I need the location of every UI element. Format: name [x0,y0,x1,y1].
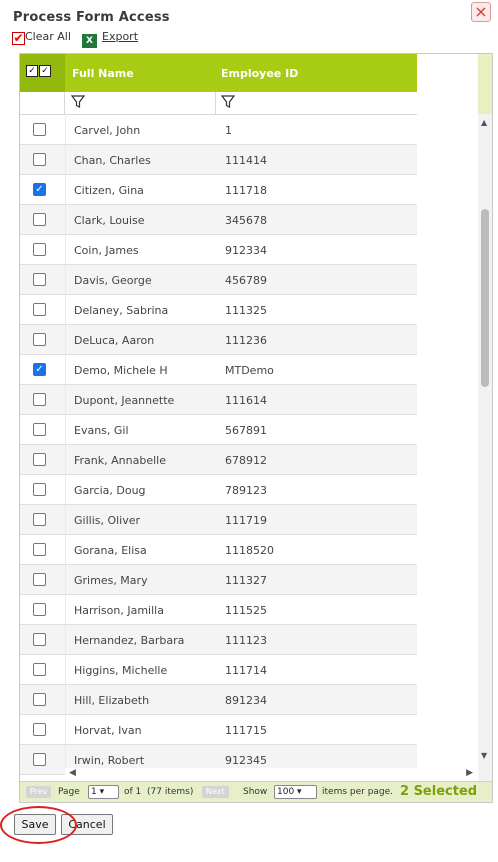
scrollbar-thumb[interactable] [481,209,489,387]
per-page-suffix: items per page. [322,787,394,797]
page-select[interactable]: 1 ▾ [88,785,119,799]
cell-employee-id: 111719 [225,514,267,527]
filter-row [20,92,417,115]
row-checkbox[interactable] [33,723,46,736]
page-label: Page [58,787,80,797]
highlight-ring [0,806,77,844]
cell-employee-id: MTDemo [225,364,274,377]
grid-body [20,115,417,781]
selected-count: 2 Selected [400,784,478,799]
cell-employee-id: 912345 [225,754,267,767]
table-row[interactable] [20,595,417,625]
row-checkbox[interactable] [33,663,46,676]
prev-page-button[interactable]: Prev [26,786,51,798]
cell-full-name: Dupont, Jeannette [74,394,175,407]
table-row[interactable] [20,565,417,595]
cell-employee-id: 567891 [225,424,267,437]
row-checkbox[interactable] [33,483,46,496]
table-row[interactable] [20,715,417,745]
per-page-value: 100 [277,787,295,797]
employee-grid [19,53,493,803]
row-checkbox[interactable] [33,333,46,346]
save-button[interactable]: Save [14,814,56,835]
cancel-button[interactable]: Cancel [61,814,113,835]
cell-employee-id: 678912 [225,454,267,467]
row-checkbox[interactable] [33,303,46,316]
cell-full-name: Gillis, Oliver [74,514,141,527]
table-row[interactable] [20,175,417,205]
grid-header [20,54,417,92]
cell-full-name: Irwin, Robert [74,754,145,767]
cell-full-name: Carvel, John [74,124,141,137]
scroll-down-icon[interactable]: ▼ [481,751,488,760]
cell-full-name: Demo, Michele H [74,364,168,377]
row-checkbox[interactable] [33,753,46,766]
row-checkbox[interactable] [33,423,46,436]
row-checkbox[interactable] [33,393,46,406]
dialog-title: Process Form Access [13,10,170,25]
column-header-full-name[interactable]: Full Name [72,67,134,80]
row-checkbox[interactable] [33,453,46,466]
cell-employee-id: 111715 [225,724,267,737]
cell-employee-id: 111236 [225,334,267,347]
row-checkbox[interactable] [33,603,46,616]
row-checkbox[interactable]: ✓ [33,363,46,376]
cell-employee-id: 111718 [225,184,267,197]
clear-all-button[interactable] [12,30,71,45]
table-row[interactable] [20,145,417,175]
table-row[interactable] [20,655,417,685]
filter-icon[interactable] [71,95,85,109]
cell-employee-id: 111414 [225,154,267,167]
cell-employee-id: 111525 [225,604,267,617]
cell-employee-id: 456789 [225,274,267,287]
row-checkbox[interactable] [33,213,46,226]
header-spacer [417,54,478,115]
cell-employee-id: 111325 [225,304,267,317]
cell-full-name: Hill, Elizabeth [74,694,150,707]
cell-full-name: Hernandez, Barbara [74,634,185,647]
items-count: (77 items) [147,787,194,797]
select-page-icon[interactable]: ✓ [39,65,51,77]
table-row[interactable] [20,295,417,325]
cell-full-name: Evans, Gil [74,424,129,437]
cell-employee-id: 891234 [225,694,267,707]
per-page-select[interactable]: 100 ▾ [274,785,317,799]
row-checkbox[interactable]: ✓ [33,183,46,196]
excel-icon: X [82,34,97,48]
clear-all-label: Clear All [25,30,71,43]
scroll-up-icon[interactable]: ▲ [481,118,488,127]
row-checkbox[interactable] [33,153,46,166]
row-checkbox[interactable] [33,243,46,256]
cell-full-name: Clark, Louise [74,214,145,227]
row-checkbox[interactable] [33,573,46,586]
row-checkbox[interactable] [33,633,46,646]
column-header-employee-id[interactable]: Employee ID [221,67,299,80]
page-select-value: 1 [91,787,97,797]
cell-full-name: Chan, Charles [74,154,151,167]
pager [20,781,492,803]
cell-full-name: DeLuca, Aaron [74,334,155,347]
table-row[interactable] [20,475,417,505]
row-checkbox[interactable] [33,543,46,556]
row-checkbox[interactable] [33,273,46,286]
table-row[interactable] [20,355,417,385]
show-label: Show [243,787,268,797]
red-checkmark-icon: ✔ [13,31,24,45]
scroll-right-icon[interactable]: ▶ [466,768,473,778]
cell-employee-id: 1 [225,124,232,137]
horizontal-scrollbar[interactable] [65,768,477,781]
cell-full-name: Gorana, Elisa [74,544,147,557]
cell-full-name: Grimes, Mary [74,574,148,587]
table-row[interactable] [20,235,417,265]
table-row[interactable] [20,415,417,445]
row-checkbox[interactable] [33,123,46,136]
filter-icon[interactable] [221,95,235,109]
table-row[interactable] [20,325,417,355]
table-row[interactable] [20,265,417,295]
table-row[interactable] [20,625,417,655]
cell-full-name: Davis, George [74,274,152,287]
row-checkbox[interactable] [33,693,46,706]
next-page-button[interactable]: Next [202,786,229,798]
select-all-icon[interactable]: ✓ [26,65,38,77]
table-row[interactable] [20,205,417,235]
cell-employee-id: 111123 [225,634,267,647]
scroll-left-icon[interactable]: ◀ [69,768,76,778]
table-row[interactable] [20,445,417,475]
cell-full-name: Frank, Annabelle [74,454,166,467]
cell-full-name: Higgins, Michelle [74,664,168,677]
select-column-header [20,54,65,92]
cell-full-name: Harrison, Jamilla [74,604,164,617]
export-label: Export [102,30,139,43]
table-row[interactable] [20,685,417,715]
cell-full-name: Coin, James [74,244,139,257]
page-of-label: of 1 [124,787,142,797]
row-checkbox[interactable] [33,513,46,526]
cell-employee-id: 345678 [225,214,267,227]
table-row[interactable] [20,115,417,145]
cell-full-name: Delaney, Sabrina [74,304,169,317]
cell-employee-id: 111714 [225,664,267,677]
export-button[interactable] [82,30,138,48]
cell-full-name: Garcia, Doug [74,484,146,497]
table-row[interactable] [20,505,417,535]
cell-employee-id: 111614 [225,394,267,407]
table-row[interactable] [20,535,417,565]
cell-employee-id: 111327 [225,574,267,587]
cell-employee-id: 1118520 [225,544,274,557]
cell-employee-id: 912334 [225,244,267,257]
table-row[interactable] [20,385,417,415]
cell-employee-id: 789123 [225,484,267,497]
close-icon[interactable]: × [471,2,491,22]
cell-full-name: Horvat, Ivan [74,724,142,737]
vertical-scrollbar[interactable] [478,54,492,781]
cell-full-name: Citizen, Gina [74,184,144,197]
